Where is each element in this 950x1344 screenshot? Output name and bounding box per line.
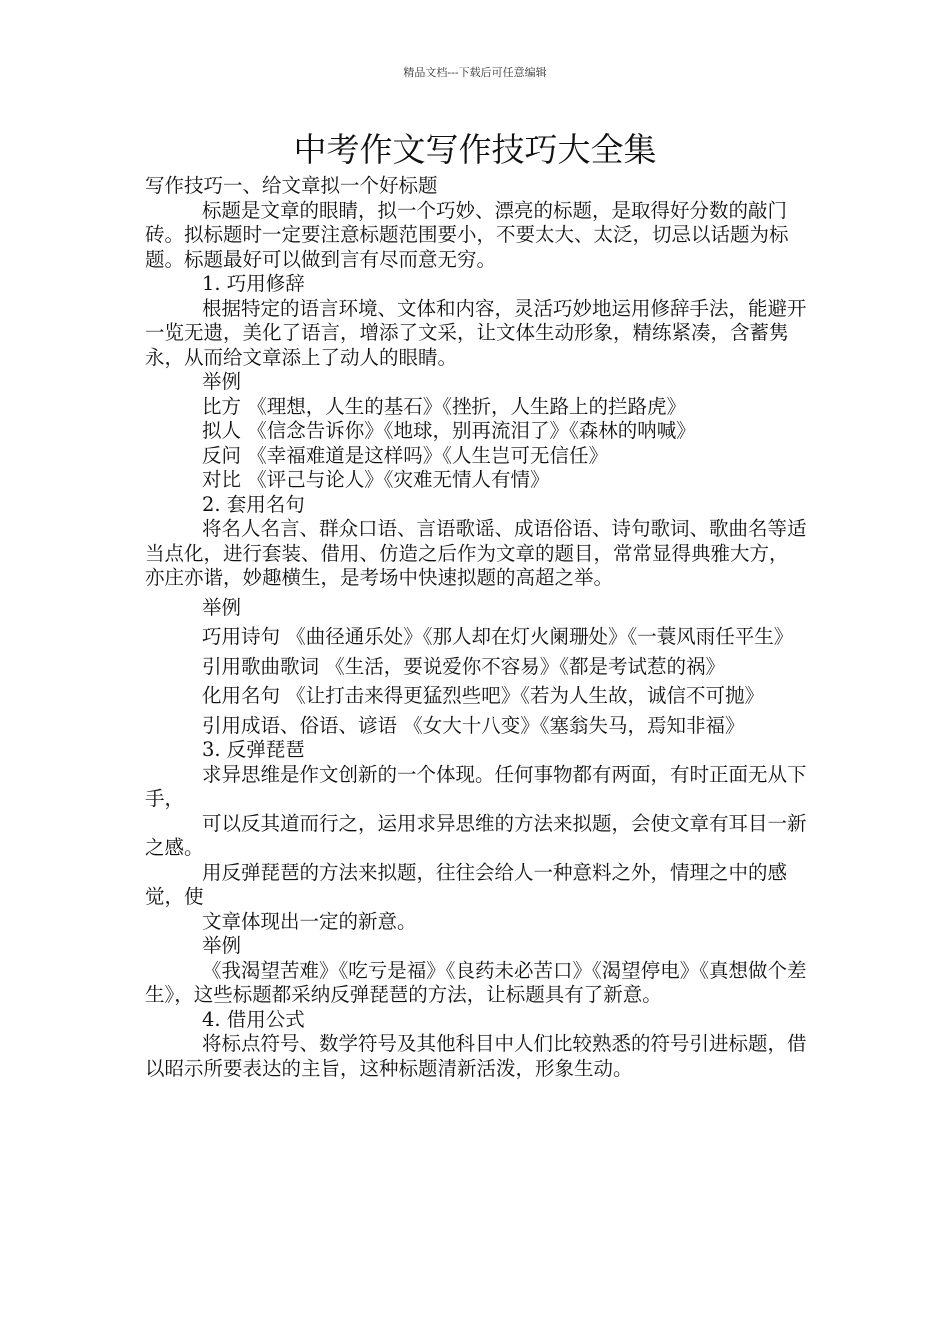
example-item: 拟人 《信念告诉你》《地球，别再流泪了》《森林的呐喊》 — [202, 419, 696, 442]
paragraph: 文章体现出一定的新意。 — [202, 909, 417, 933]
example-item: 化用名句 《让打击来得更猛烈些吧》《若为人生故，诚信不可抛》 — [202, 684, 764, 707]
subsection-heading: 4. 借用公式 — [202, 1007, 305, 1031]
example-label: 举例 — [202, 595, 242, 619]
subsection-heading: 1. 巧用修辞 — [202, 272, 305, 295]
example-item: 《我渴望苦难》《吃亏是福》《良药未必苦口》《渴望停电》《真想做个差生》，这些标题都采纳反弹琵琶的方法，让标题具有了新意。 — [145, 958, 807, 1006]
paragraph: 根据特定的语言环境、文体和内容，灵活巧妙地运用修辞手法，能避开一览无遗，美化了语言，增添了文采，让文体生动形象，精练紧凑，含蓄隽永，从而给文章添上了动人的眼睛。 — [145, 296, 807, 369]
example-item: 引用成语、俗语、谚语 《女大十八变》《塞翁失马，焉知非福》 — [202, 713, 745, 737]
paragraph: 将名人名言、群众口语、言语歌谣、成语俗语、诗句歌词、歌曲名等适当点化，进行套装、借用、仿造之后作为文章的题目，常常显得典雅大方，亦庄亦谐，妙趣横生，是考场中快速拟题的高超之举。 — [145, 517, 807, 589]
example-item: 比方 《理想，人生的基石》《挫折，人生路上的拦路虎》 — [202, 394, 686, 418]
example-item: 巧用诗句 《曲径通乐处》《那人却在灯火阑珊处》《一蓑风雨任平生》 — [202, 625, 794, 648]
section-heading: 写作技巧一、给文章拟一个好标题 — [145, 174, 438, 197]
example-label: 举例 — [202, 370, 242, 393]
example-label: 举例 — [202, 934, 242, 957]
subsection-heading: 2. 套用名句 — [202, 492, 305, 516]
subsection-heading: 3. 反弹琵琶 — [202, 738, 305, 761]
example-item: 反问 《幸福难道是这样吗》《人生岂可无信任》 — [202, 443, 608, 467]
example-item: 对比 《评己与论人》《灾难无情人有情》 — [202, 468, 550, 491]
paragraph: 标题是文章的眼睛，拟一个巧妙、漂亮的标题，是取得好分数的敲门砖。拟标题时一定要注意标题范围要小，不要太大、太泛，切忌以话题为标题。标题最好可以做到言有尽而意无穷。 — [145, 198, 789, 271]
paragraph: 用反弹琵琶的方法来拟题，往往会给人一种意料之外，情理之中的感觉，使 — [145, 860, 788, 908]
header-note: 精品文档---下载后可任意编辑 — [403, 66, 547, 79]
paragraph: 可以反其道而行之，运用求异思维的方法来拟题，会使文章有耳目一新之感。 — [145, 811, 807, 859]
document-body — [145, 174, 807, 1081]
paragraph: 将标点符号、数学符号及其他科目中人们比较熟悉的符号引进标题，借以昭示所要表达的主旨，这种标题清新活泼，形象生动。 — [145, 1032, 807, 1080]
example-item: 引用歌曲歌词 《生活，要说爱你不容易》《都是考试惹的祸》 — [202, 654, 725, 678]
document-title: 中考作文写作技巧大全集 — [293, 130, 657, 169]
paragraph: 求异思维是作文创新的一个体现。任何事物都有两面，有时正面无从下手， — [145, 762, 807, 810]
